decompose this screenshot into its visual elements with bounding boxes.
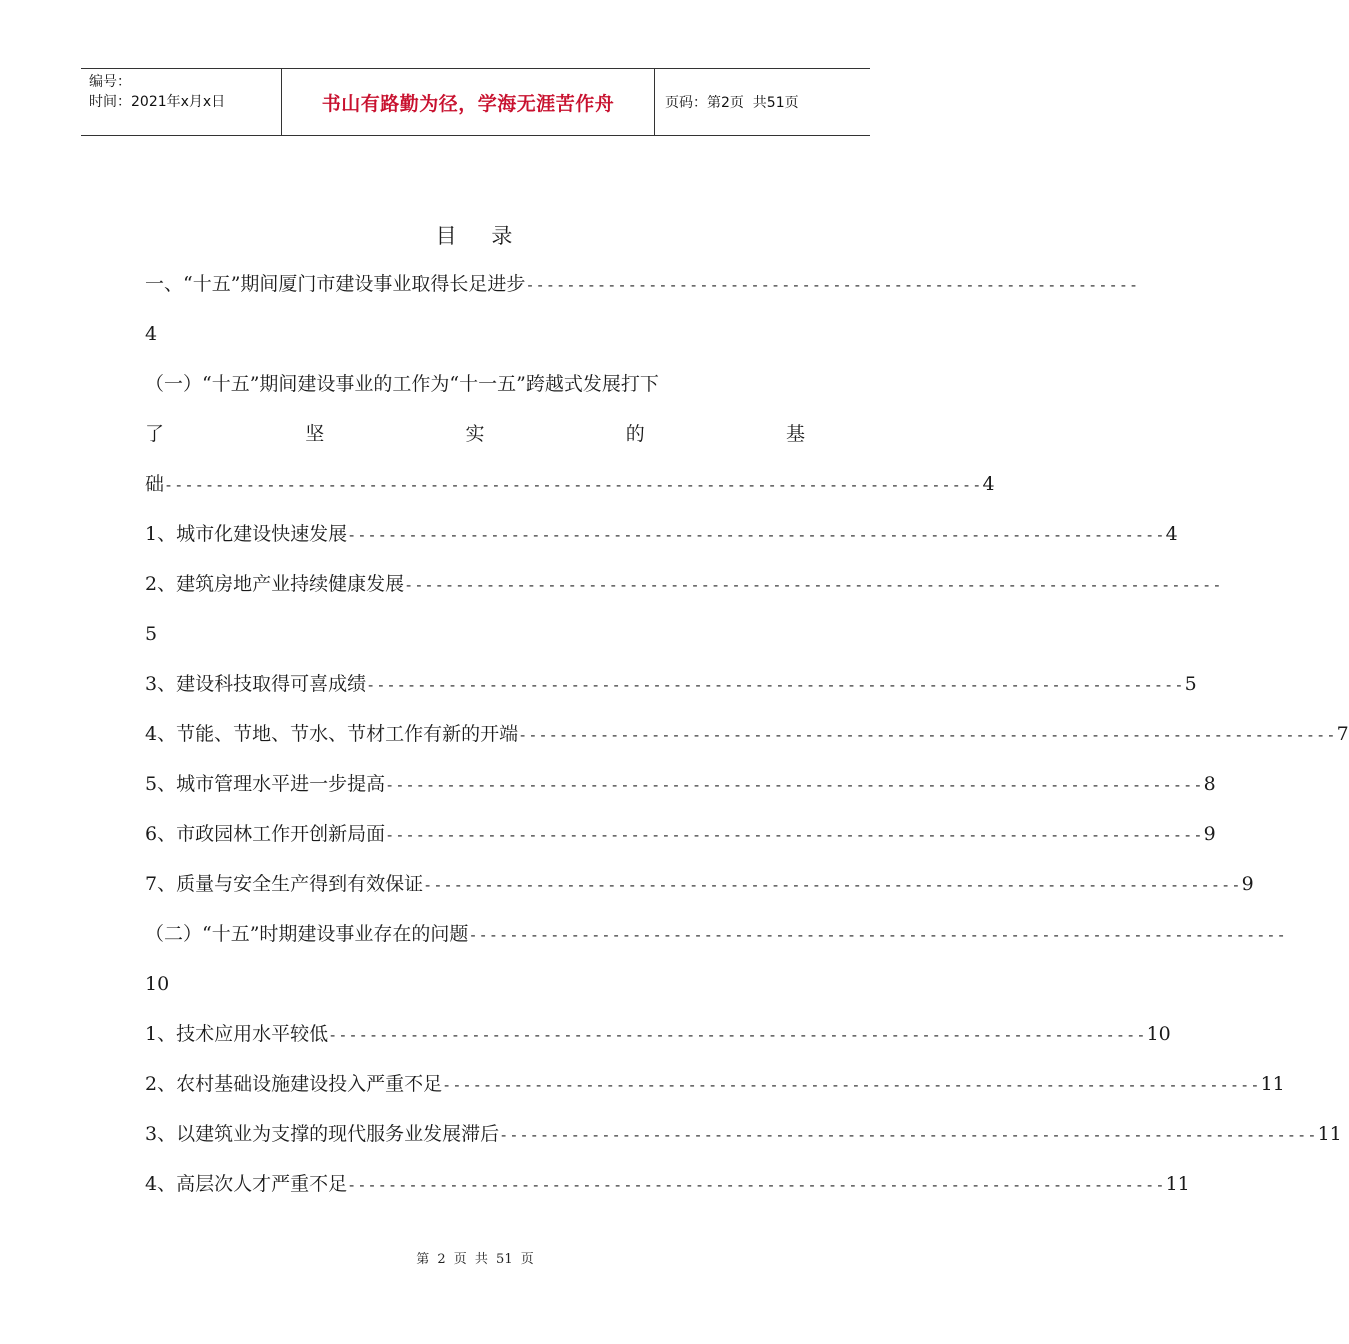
toc-entry-text: 3、以建筑业为支撑的现代服务业发展滞后 — [145, 1123, 500, 1145]
header-page-info — [655, 69, 870, 135]
toc-entry-text: 3、建设科技取得可喜成绩 — [145, 673, 367, 695]
toc-entry-char: 实 — [465, 423, 485, 445]
toc-entry — [145, 920, 1287, 970]
toc-entry — [145, 770, 1216, 820]
toc-leader: -------------------------------------------------------------------------------- — [499, 1126, 1318, 1144]
header-meta — [81, 69, 281, 135]
page-info-text: 页码：第2页 共51页 — [665, 95, 799, 111]
toc-entry-text: 1、城市化建设快速发展 — [145, 523, 348, 545]
toc-leader: -------------------------------------------------------------------------------- — [442, 1076, 1261, 1094]
toc-entry — [145, 970, 805, 1020]
toc-entry-text: 础 — [145, 473, 165, 495]
toc-entry-text: （一）“十五”期间建设事业的工作为“十一五”跨越式发展打下 — [145, 373, 659, 395]
toc-page-number: 7 — [1336, 723, 1349, 745]
toc-leader: -------------------------------------------------------------------------------- — [347, 526, 1166, 544]
toc-entry — [145, 520, 1178, 570]
toc-entry-text: （二）“十五”时期建设事业存在的问题 — [145, 923, 469, 945]
toc-entry-text: 10 — [145, 973, 170, 995]
toc-leader: -------------------------------------------------------------------------------- — [385, 776, 1204, 794]
toc-entry — [145, 820, 1216, 870]
toc-entry-char: 坚 — [305, 423, 325, 445]
toc-page-number: 9 — [1241, 873, 1254, 895]
number-label: 编号： — [89, 74, 131, 90]
toc-entry — [145, 1170, 1190, 1220]
toc-entry-text: 1、技术应用水平较低 — [145, 1023, 329, 1045]
toc-entry — [145, 1020, 1171, 1070]
toc-leader: -------------------------------------------------------------------------------- — [518, 726, 1337, 744]
toc-entry-text: 6、市政园林工作开创新局面 — [145, 823, 386, 845]
toc-page-number: 11 — [1165, 1173, 1190, 1195]
toc-page-number: 11 — [1317, 1123, 1342, 1145]
toc-entry-text: 一、“十五”期间厦门市建设事业取得长足进步 — [145, 273, 526, 295]
toc-entry-char: 了 — [145, 423, 165, 445]
toc-entry-text: 4 — [145, 323, 158, 345]
toc-leader: ------------------------------------------------------------ — [525, 276, 1140, 294]
toc-leader: -------------------------------------------------------------------------------- — [404, 576, 1223, 594]
toc-entry-text: 4、高层次人才严重不足 — [145, 1173, 348, 1195]
toc-entry — [145, 1120, 1342, 1170]
toc-entry — [145, 270, 1140, 320]
toc-page-number: 9 — [1203, 823, 1216, 845]
toc-page-number: 4 — [982, 473, 995, 495]
toc-leader: -------------------------------------------------------------------------------- — [366, 676, 1185, 694]
toc-entry-text: 2、建筑房地产业持续健康发展 — [145, 573, 405, 595]
toc-entry — [145, 420, 805, 470]
toc-page-number: 10 — [1146, 1023, 1171, 1045]
toc-leader: -------------------------------------------------------------------------------- — [347, 1176, 1166, 1194]
toc-page-number: 8 — [1203, 773, 1216, 795]
toc-entry — [145, 370, 805, 420]
toc-entry — [145, 870, 1254, 920]
toc-entry — [145, 470, 995, 520]
toc-entry — [145, 570, 1223, 620]
toc-entry — [145, 620, 805, 670]
toc-entry — [145, 320, 805, 370]
toc-entry-text: 5、城市管理水平进一步提高 — [145, 773, 386, 795]
page-footer: 第 2 页 共 51 页 — [416, 1252, 534, 1267]
toc-page-number: 11 — [1260, 1073, 1285, 1095]
toc-page-number: 4 — [1165, 523, 1178, 545]
time-label: 时间：2021年x月x日 — [89, 94, 226, 110]
toc-entry-char: 基 — [785, 423, 805, 445]
toc-leader: -------------------------------------------------------------------------------- — [423, 876, 1242, 894]
toc-entry — [145, 670, 1197, 720]
toc-leader: -------------------------------------------------------------------------------- — [164, 476, 983, 494]
toc-entry — [145, 1070, 1285, 1120]
toc-page-number: 5 — [1184, 673, 1197, 695]
header-motto: 书山有路勤为径，学海无涯苦作舟 — [281, 69, 655, 135]
toc-entry-text: 4、节能、节地、节水、节材工作有新的开端 — [145, 723, 519, 745]
toc-entry — [145, 720, 1349, 770]
document-header — [81, 68, 870, 136]
table-of-contents — [145, 270, 1349, 1220]
toc-leader: -------------------------------------------------------------------------------- — [328, 1026, 1147, 1044]
toc-entry-char: 的 — [625, 423, 645, 445]
toc-leader: -------------------------------------------------------------------------------- — [468, 926, 1287, 944]
toc-entry-text: 7、质量与安全生产得到有效保证 — [145, 873, 424, 895]
toc-title: 目 录 — [435, 224, 527, 248]
toc-entry-text: 2、农村基础设施建设投入严重不足 — [145, 1073, 443, 1095]
toc-leader: -------------------------------------------------------------------------------- — [385, 826, 1204, 844]
toc-entry-text: 5 — [145, 623, 158, 645]
